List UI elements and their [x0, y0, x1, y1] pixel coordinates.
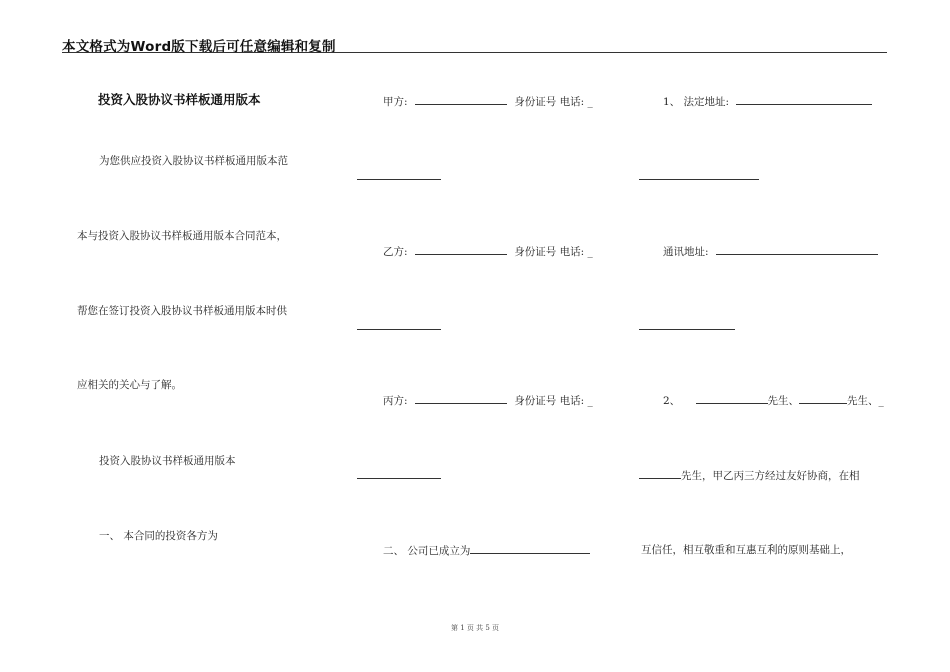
legal-address-label: 1、 法定地址:: [663, 96, 730, 108]
mr-label-1: 先生、: [767, 395, 800, 407]
intro-line-3: 帮您在签订投资入股协议书样板通用版本时供: [77, 305, 287, 317]
party-c-blank: [415, 393, 507, 404]
person-1-blank: [696, 393, 768, 404]
legal-address-blank: [736, 94, 872, 105]
party-a-id-phone: 身份证号 电话: _: [514, 96, 593, 108]
section-2-row: [383, 543, 590, 558]
party-b-label: 乙方:: [383, 246, 408, 258]
party-a-underline: [357, 179, 441, 180]
subtitle: 投资入股协议书样板通用版本: [99, 455, 236, 467]
mailing-address-blank: [716, 244, 878, 255]
party-c-id-phone: 身份证号 电话: _: [514, 395, 593, 407]
mailing-address-row: [663, 244, 878, 259]
legal-address-underline: [639, 179, 759, 180]
intro-line-4: 应相关的关心与了解。: [77, 379, 182, 391]
item-2-row: [663, 393, 884, 408]
item-2-cont-1: [639, 468, 860, 483]
party-c-underline: [357, 478, 441, 479]
document-title: 投资入股协议书样板通用版本: [98, 92, 261, 107]
party-b-id-phone: 身份证号 电话: _: [514, 246, 593, 258]
section-1-heading: 一、 本合同的投资各方为: [99, 530, 218, 542]
person-3-blank: [639, 468, 681, 479]
header-divider: [62, 52, 887, 53]
item-2-text-1: 先生，甲乙丙三方经过友好协商，在相: [681, 470, 860, 482]
legal-address-row: [663, 94, 872, 109]
party-b-row: [383, 244, 593, 259]
mailing-address-label: 通讯地址:: [663, 246, 709, 258]
intro-line-1: 为您供应投资入股协议书样板通用版本范: [99, 155, 288, 167]
party-b-blank: [415, 244, 507, 255]
party-a-label: 甲方:: [383, 96, 408, 108]
section-2-heading: 二、 公司已成立为: [383, 545, 471, 557]
item-2-number: 2、: [663, 395, 681, 407]
party-a-row: [383, 94, 593, 109]
item-2-cont-2: 互信任，相互敬重和互惠互利的原则基础上，: [641, 544, 851, 556]
party-a-blank: [415, 94, 507, 105]
mailing-address-underline: [639, 329, 735, 330]
party-c-label: 丙方:: [383, 395, 408, 407]
page-number: 第 1 页 共 5 页: [450, 624, 500, 632]
person-2-blank: [799, 393, 847, 404]
party-b-underline: [357, 329, 441, 330]
party-c-row: [383, 393, 593, 408]
company-name-blank: [470, 543, 590, 554]
document-header: 本文格式为Word版下载后可任意编辑和复制: [62, 39, 336, 55]
trailing-blank: _: [878, 395, 884, 407]
mr-label-2: 先生、: [847, 395, 879, 407]
intro-line-2: 本与投资入股协议书样板通用版本合同范本，: [77, 230, 287, 242]
